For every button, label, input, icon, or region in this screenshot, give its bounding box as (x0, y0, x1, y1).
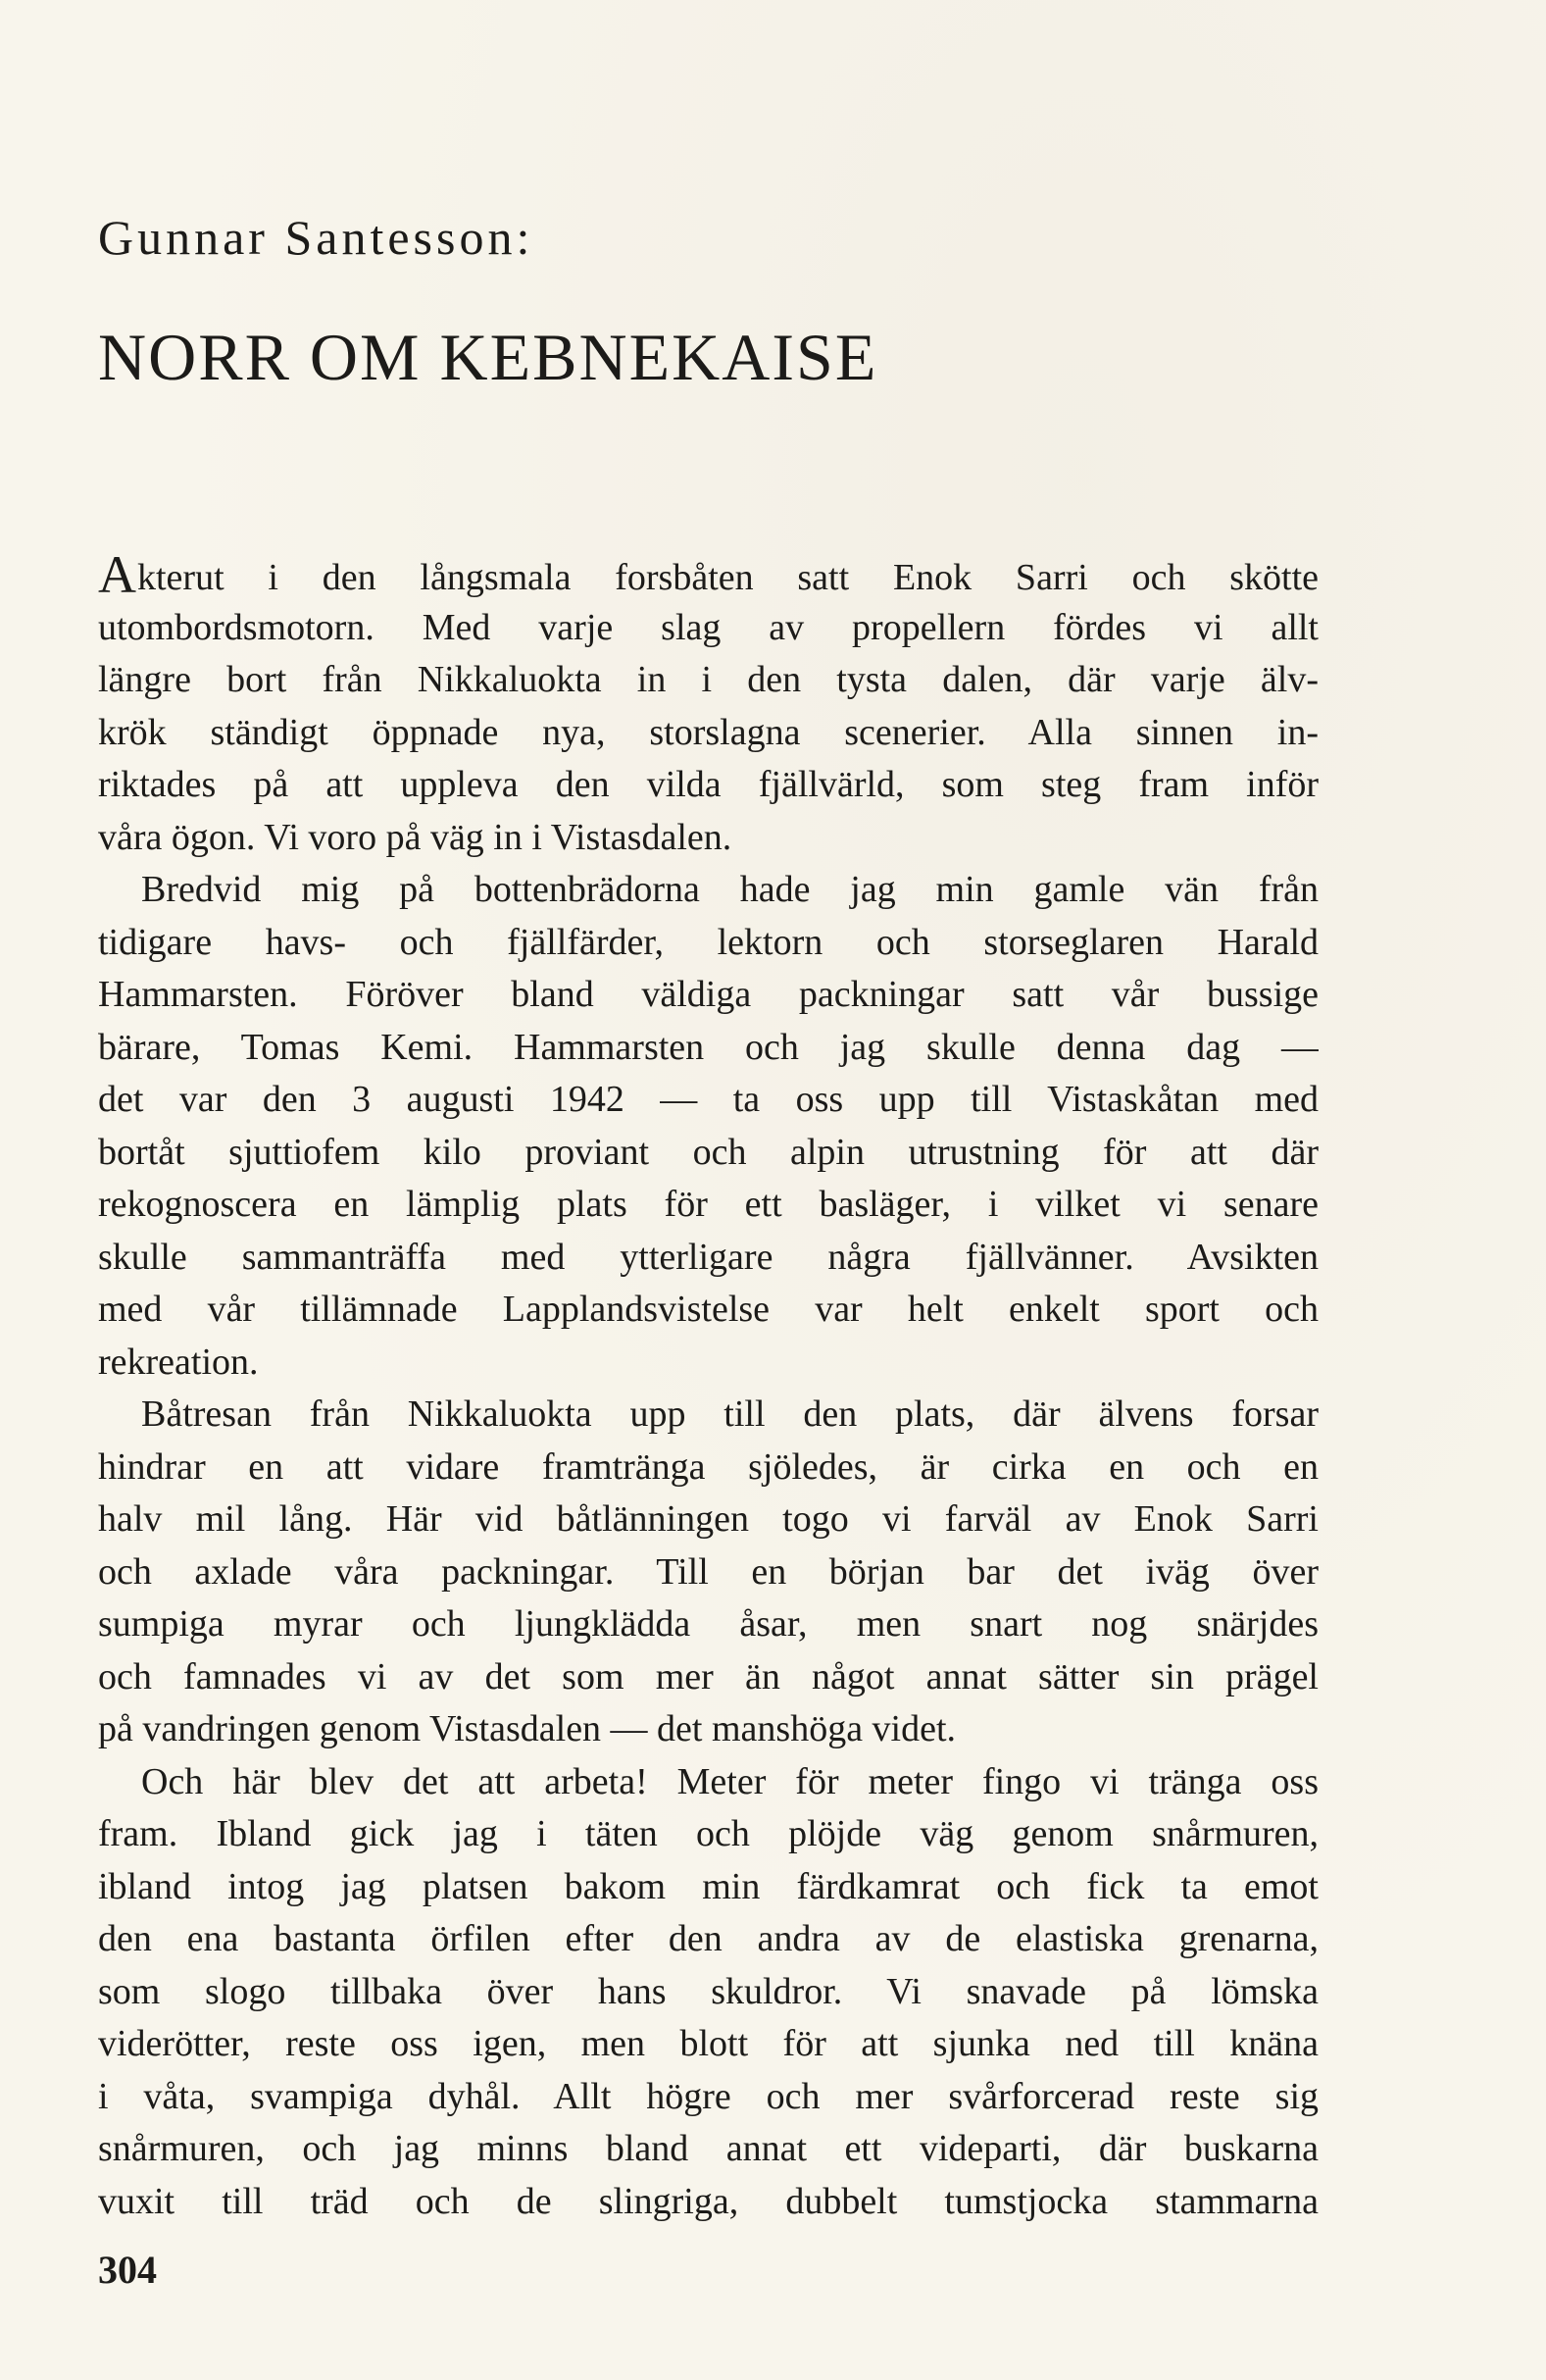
body-text (98, 549, 1319, 2228)
text-line (98, 1756, 1319, 1809)
text-line (98, 2071, 1319, 2124)
text-line-content: Och här blev det att arbeta! Meter för meter fingo vi tränga oss (141, 1760, 1319, 1802)
text-line-content: rekognoscera en lämplig plats för ett basläger, i vilket vi senare (98, 1184, 1319, 1225)
text-line (98, 602, 1319, 655)
author-heading: Gunnar Santesson: (98, 210, 534, 265)
text-line-content: Hammarsten. Föröver bland väldiga packningar satt vår bussige (98, 974, 1319, 1015)
text-line-content: viderötter, reste oss igen, men blott för att sjunka ned till knäna (98, 2023, 1319, 2064)
text-line (98, 1966, 1319, 2019)
text-line (98, 1022, 1319, 1075)
text-line-content: i våta, svampiga dyhål. Allt högre och mer svårforcerad reste sig (98, 2075, 1319, 2117)
text-line (98, 1389, 1319, 1442)
text-line (98, 1442, 1319, 1494)
text-line-content: riktades på att uppleva den vilda fjällvärld, som steg fram inför (98, 764, 1319, 805)
text-line (98, 759, 1319, 812)
text-line (98, 1074, 1319, 1127)
text-line-content: krök ständigt öppnade nya, storslagna scenerier. Alla sinnen in- (98, 711, 1319, 753)
text-line (98, 1861, 1319, 1914)
text-line (98, 1494, 1319, 1546)
text-line-content: Bredvid mig på bottenbrädorna hade jag min gamle vän från (141, 869, 1319, 910)
text-line-content: bortåt sjuttiofem kilo proviant och alpin utrustning för att där (98, 1131, 1319, 1173)
text-line-content: på vandringen genom Vistasdalen — det manshöga videt. (98, 1708, 957, 1749)
text-line-content: bärare, Tomas Kemi. Hammarsten och jag skulle denna dag — (98, 1026, 1319, 1068)
text-line (98, 1179, 1319, 1232)
text-line (98, 1284, 1319, 1337)
text-line-content: fram. Ibland gick jag i täten och plöjde väg genom snårmuren, (98, 1813, 1319, 1854)
text-line (98, 1703, 1319, 1756)
text-line-content: som slogo tillbaka över hans skuldror. Vi snavade på lömska (98, 1970, 1319, 2012)
text-line-content: skulle sammanträffa med ytterligare några fjällvänner. Avsikten (98, 1236, 1319, 1278)
text-line (98, 1546, 1319, 1599)
text-line-content: tidigare havs- och fjällfärder, lektorn och storseglaren Harald (98, 921, 1319, 963)
text-line-content: ibland intog jag platsen bakom min färdkamrat och fick ta emot (98, 1865, 1319, 1907)
text-line (98, 917, 1319, 970)
text-line-content: hindrar en att vidare framtränga sjöledes, är cirka en och en (98, 1445, 1319, 1488)
text-line (98, 1651, 1319, 1704)
text-line (98, 2123, 1319, 2176)
text-line (98, 864, 1319, 917)
text-line (98, 654, 1319, 707)
text-line (98, 2176, 1319, 2229)
text-line-content: våra ögon. Vi voro på väg in i Vistasdalen. (98, 816, 732, 858)
text-line-content: sumpiga myrar och ljungklädda åsar, men snart nog snärjdes (98, 1603, 1319, 1645)
text-line (98, 1337, 1319, 1390)
text-line-content: med vår tillämnade Lapplandsvistelse var helt enkelt sport och (98, 1289, 1319, 1330)
text-line (98, 1808, 1319, 1861)
text-line (98, 969, 1319, 1022)
text-line (98, 1913, 1319, 1966)
page-number: 304 (98, 2248, 157, 2292)
text-line-content: den ena bastanta örfilen efter den andra av de elastiska grenarna, (98, 1918, 1319, 1959)
text-line-content: snårmuren, och jag minns bland annat ett videparti, där buskarna (98, 2128, 1319, 2169)
text-line (98, 1127, 1319, 1180)
text-line-content: halv mil lång. Här vid båtlänningen togo vi farväl av Enok Sarri (98, 1498, 1319, 1540)
text-line-content: rekreation. (98, 1341, 259, 1383)
text-line-content: det var den 3 augusti 1942 — ta oss upp till Vistaskåtan med (98, 1079, 1319, 1120)
text-line-content: kterut i den långsmala forsbåten satt Enok Sarri och skötte (137, 557, 1319, 598)
text-line-content: utombordsmotorn. Med varje slag av propellern fördes vi allt (98, 606, 1319, 648)
chapter-title: NORR OM KEBNEKAISE (98, 320, 878, 394)
text-line (98, 549, 1319, 602)
text-line (98, 2018, 1319, 2071)
text-line (98, 707, 1319, 760)
drop-cap: A (98, 549, 136, 602)
text-line (98, 812, 1319, 865)
text-line-content: och famnades vi av det som mer än något annat sätter sin prägel (98, 1655, 1319, 1697)
text-line (98, 1598, 1319, 1651)
text-line-content: vuxit till träd och de slingriga, dubbelt tumstjocka stammarna (98, 2180, 1319, 2222)
text-line-content: längre bort från Nikkaluokta in i den tysta dalen, där varje älv- (98, 659, 1319, 700)
text-line-content: Båtresan från Nikkaluokta upp till den plats, där älvens forsar (141, 1393, 1319, 1435)
text-line-content: och axlade våra packningar. Till en början bar det iväg över (98, 1550, 1319, 1593)
text-line (98, 1232, 1319, 1285)
